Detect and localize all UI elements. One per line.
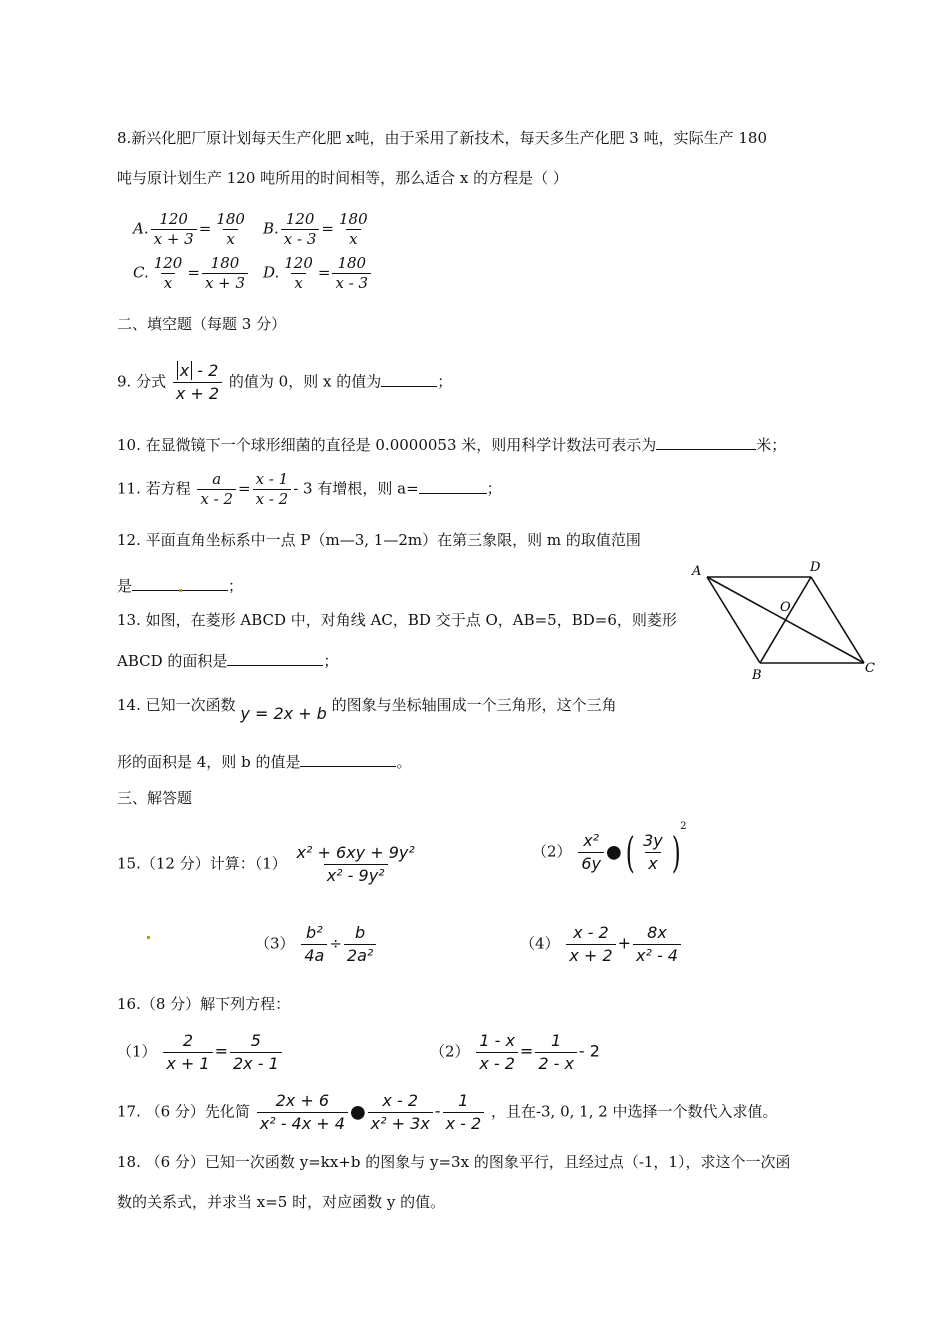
frac-den: x² - 4x + 4 bbox=[257, 1112, 348, 1135]
frac-num: 1 - x bbox=[479, 1031, 515, 1050]
q10-end: 米； bbox=[756, 436, 787, 454]
q12-line2-prefix: 是 bbox=[117, 577, 133, 595]
frac-den: x - 2 bbox=[197, 489, 236, 509]
q15-p4 bbox=[520, 922, 683, 967]
frac-num: b² bbox=[306, 923, 323, 942]
frac-num: 8x bbox=[647, 923, 667, 942]
q8-option-d: D. $\frac{120}{x}$ = $\frac{180}{x - 3}$ bbox=[263, 254, 373, 293]
frac-num: x - 2 bbox=[382, 1091, 419, 1110]
frac-num: b bbox=[355, 923, 366, 942]
q16-p1-label: （1） bbox=[117, 1042, 157, 1061]
q9-num-rest: - 2 bbox=[192, 361, 219, 380]
q9 bbox=[117, 360, 452, 405]
option-label: A. bbox=[133, 219, 149, 238]
q16-p2-label: （2） bbox=[430, 1042, 470, 1061]
frac-den: x² + 3x bbox=[368, 1112, 433, 1135]
frac-den: 2a² bbox=[344, 944, 376, 967]
exponent: 2 bbox=[680, 820, 687, 832]
q12-line2 bbox=[117, 576, 243, 596]
option-label: C. bbox=[133, 263, 149, 282]
frac-den: 2x - 1 bbox=[230, 1052, 282, 1075]
frac-den: x - 2 bbox=[476, 1052, 518, 1075]
q13-line2-prefix: ABCD 的面积是 bbox=[117, 652, 228, 670]
frac-num: 5 bbox=[250, 1031, 261, 1050]
q14-answer-blank[interactable] bbox=[300, 752, 396, 767]
frac-num: 180 bbox=[210, 254, 240, 272]
frac-num: 120 bbox=[284, 254, 313, 272]
q14-line2 bbox=[117, 752, 411, 772]
frac-den: x bbox=[223, 229, 237, 249]
q11-tail: - 3 bbox=[293, 479, 313, 498]
q8-option-a: A. $\frac{120}{x + 3}$ = $\frac{180}{x}$ bbox=[133, 210, 250, 249]
q15-row1 bbox=[117, 842, 420, 887]
frac-den: x - 2 bbox=[253, 489, 292, 509]
left-paren: ( bbox=[625, 827, 635, 877]
q14-line2-prefix: 形的面积是 4，则 b 的值是 bbox=[117, 753, 301, 771]
right-paren: ) bbox=[671, 827, 681, 877]
side-ba bbox=[707, 577, 760, 663]
diagonal-bd bbox=[760, 577, 811, 663]
frac-den: x + 2 bbox=[566, 944, 615, 967]
frac-den: 4a bbox=[301, 944, 327, 967]
frac-num: 180 bbox=[338, 210, 368, 228]
q9-suffix: 的值为 0，则 x 的值为 bbox=[228, 372, 382, 391]
frac-num: x - 2 bbox=[573, 923, 609, 942]
q14-end: 。 bbox=[396, 753, 412, 771]
q13-line1: 13. 如图，在菱形 ABCD 中，对角线 AC，BD 交于点 O，AB=5，BD=6，则菱形 bbox=[117, 611, 677, 629]
label-o: O bbox=[780, 600, 791, 615]
q8-option-c: C. $\frac{120}{x}$ = $\frac{180}{x + 3}$ bbox=[133, 254, 250, 293]
q13-end: ； bbox=[323, 652, 339, 670]
q16-p2-tail: - 2 bbox=[578, 1041, 600, 1061]
q10-text: 10. 在显微镜下一个球形细菌的直径是 0.0000053 米，则用科学计数法可表示为 bbox=[117, 436, 657, 454]
q11-suffix: 有增根，则 a= bbox=[317, 479, 419, 498]
q14-line1 bbox=[117, 695, 617, 723]
q17-prefix: 17. （6 分）先化简 bbox=[117, 1102, 250, 1121]
frac-num: 180 bbox=[216, 210, 245, 228]
dot-operator: ● bbox=[605, 841, 622, 863]
q18-line2: 数的关系式，并求当 x=5 时，对应函数 y 的值。 bbox=[117, 1193, 446, 1211]
q11-prefix: 11. 若方程 bbox=[117, 479, 191, 498]
q8-line2: 吨与原计划生产 120 吨所用的时间相等，那么适合 x 的方程是（ ） bbox=[117, 169, 568, 187]
frac-den: x bbox=[346, 229, 360, 249]
frac-den: x bbox=[291, 273, 305, 293]
q9-end: ； bbox=[437, 372, 453, 391]
frac-den: x - 2 bbox=[443, 1112, 485, 1135]
frac-num: 120 bbox=[285, 210, 315, 228]
q9-den: x + 2 bbox=[173, 382, 222, 405]
q11-end: ； bbox=[486, 479, 502, 498]
q14-suffix: 的图象与坐标轴围成一个三角形，这个三角 bbox=[331, 696, 617, 714]
frac-den: x + 3 bbox=[151, 229, 197, 249]
frac-num: 120 bbox=[159, 210, 188, 228]
q9-abs-x: x bbox=[177, 361, 192, 380]
q17: 17. （6 分）先化简 $\frac{2x + 6}{\text{x² - 4x + 4}}$ ● $\frac{x - 2}{\text{x² + 3x}}$ - $\frac{1}{x - 2}$ ，且在-3, 0, 1, 2 中选择一个数代入求值。 bbox=[117, 1091, 778, 1133]
q12-end: ； bbox=[228, 577, 244, 595]
q13-line2 bbox=[117, 651, 338, 671]
q15-p4-label: （4） bbox=[520, 934, 560, 953]
q14-expr: y = 2x + b bbox=[240, 704, 327, 723]
q16-title: 16.（8 分）解下列方程： bbox=[117, 995, 291, 1013]
q13-answer-blank[interactable] bbox=[227, 651, 323, 666]
rhombus-figure bbox=[680, 555, 880, 685]
frac-den: x - 3 bbox=[281, 229, 320, 249]
q18-line1: 18. （6 分）已知一次函数 y=kx+b 的图象与 y=3x 的图象平行，且经过点（-1，1），求这个一次函 bbox=[117, 1153, 791, 1171]
frac-den: 6y bbox=[578, 852, 604, 875]
frac-den: x + 3 bbox=[202, 273, 248, 293]
q16-p2: （2） $\frac{1 - x}{x - 2}$ = $\frac{1}{2 - x}$ - 2 bbox=[430, 1031, 600, 1073]
q10-answer-blank[interactable] bbox=[656, 435, 756, 450]
q15-prefix: 15.（12 分）计算： bbox=[117, 854, 255, 873]
frac-num: 2 bbox=[182, 1031, 194, 1050]
label-b: B bbox=[752, 668, 762, 683]
q15-p2 bbox=[532, 820, 691, 877]
q14-prefix: 14. 已知一次函数 bbox=[117, 696, 236, 714]
frac-num: 1 bbox=[458, 1091, 469, 1110]
q15-p1-label: （1） bbox=[254, 854, 287, 873]
q17-suffix: ，且在-3, 0, 1, 2 中选择一个数代入求值。 bbox=[490, 1102, 778, 1121]
frac-den: x² - 4 bbox=[633, 944, 681, 967]
frac-num: x - 1 bbox=[255, 470, 289, 488]
frac-num: a bbox=[212, 470, 222, 488]
frac-num: 3y bbox=[643, 831, 663, 850]
option-label: D. bbox=[263, 263, 280, 282]
label-c: C bbox=[865, 661, 875, 676]
frac-den: 2 - x bbox=[535, 1052, 577, 1075]
q15-p3-label: （3） bbox=[255, 934, 295, 953]
frac-den: x + 1 bbox=[163, 1052, 212, 1075]
q15-p2-label: （2） bbox=[532, 842, 572, 861]
frac-den: x² - 9y² bbox=[324, 864, 388, 887]
stray-dot bbox=[147, 936, 150, 939]
frac-den: x - 3 bbox=[332, 273, 371, 293]
q11: 11. 若方程 $\frac{a}{x - 2}$ = $\frac{x - 1}{x - 2}$ - 3 有增根，则 a= ； bbox=[117, 470, 502, 508]
q9-answer-blank[interactable] bbox=[381, 372, 437, 387]
q9-prefix: 9. 分式 bbox=[117, 372, 167, 391]
label-d: D bbox=[810, 560, 821, 575]
side-dc bbox=[811, 577, 864, 663]
divide-operator: ÷ bbox=[329, 934, 342, 953]
dot-operator: ● bbox=[349, 1101, 366, 1123]
q12-line1: 12. 平面直角坐标系中一点 P（m—3, 1—2m）在第三象限，则 m 的取值范围 bbox=[117, 531, 641, 549]
q10 bbox=[117, 435, 786, 455]
frac-num: 1 bbox=[551, 1031, 562, 1050]
q15-p3 bbox=[255, 922, 378, 967]
section-heading-solve: 三、解答题 bbox=[117, 789, 193, 807]
option-label: B. bbox=[263, 219, 279, 238]
q8-option-b: B. $\frac{120}{x - 3}$ = $\frac{180}{x}$ bbox=[263, 210, 373, 249]
section-heading-fill-in: 二、填空题（每题 3 分） bbox=[117, 315, 287, 333]
q16-p1: （1） $\frac{2}{x + 1}$ = $\frac{5}{2x - 1}$ bbox=[117, 1030, 284, 1075]
frac-num: x² bbox=[583, 831, 600, 850]
frac-den: x bbox=[645, 852, 660, 875]
label-a: A bbox=[692, 564, 702, 579]
stray-dot bbox=[179, 589, 182, 592]
frac-den: x bbox=[161, 273, 175, 293]
frac-num: 120 bbox=[153, 254, 183, 272]
frac-num: x² + 6xy + 9y² bbox=[296, 843, 415, 862]
plus-operator: + bbox=[617, 933, 631, 953]
q11-answer-blank[interactable] bbox=[419, 479, 487, 494]
q8-line1: 8.新兴化肥厂原计划每天生产化肥 x吨，由于采用了新技术，每天多生产化肥 3 吨，实际生产 180 bbox=[117, 129, 768, 147]
frac-num: 180 bbox=[337, 254, 367, 272]
frac-num: 2x + 6 bbox=[275, 1091, 330, 1110]
